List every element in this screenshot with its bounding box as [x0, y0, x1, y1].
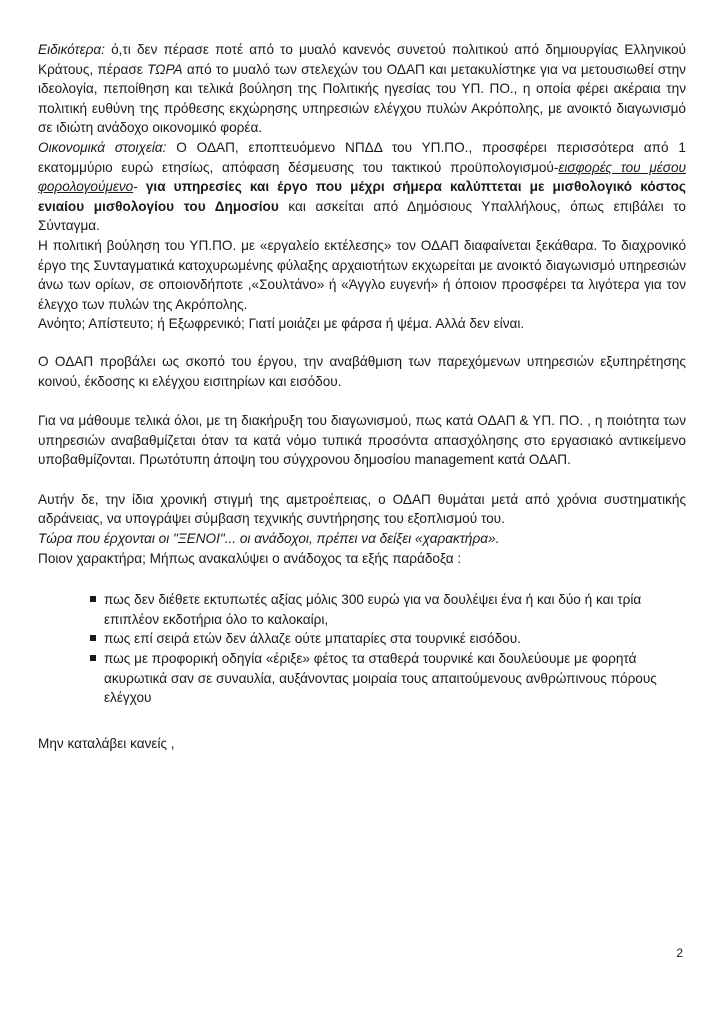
paragraph-quality: Για να μάθουμε τελικά όλοι, με τη διακήρυξη του διαγωνισμού, πως κατά ΟΔΑΠ & ΥΠ. ΠΟ. , η ποιότητα των υπηρεσιών αναβαθμίζεται όταν τα κατά νόμο τυπικά προσόντα απασχόλησης στο εργασιακό αντικείμενο υποβαθμίζονται. Πρωτότυπη άποψη του σύγχρονου δημοσίου management κατά ΟΔΑΠ. [38, 413, 686, 468]
text-fragment: ό,τι δεν πέρασε ποτέ από το μυαλό κανενός συνετού πολιτικού από δημιουργίας Ελληνικού Κράτους, πέρασε [38, 42, 686, 77]
page-number: 2 [676, 946, 683, 960]
paragraph-financial [38, 138, 686, 236]
document-body [38, 40, 686, 753]
paragraph-maintenance: Αυτήν δε, την ίδια χρονική στιγμή της αμετροέπειας, ο ΟΔΑΠ θυμάται μετά από χρόνια συστηματικής αδράνειας, να υπογράψει σύμβαση τεχνικής συντήρησης του εξοπλισμού του. [38, 491, 686, 527]
paradox-list [38, 590, 686, 708]
text-fragment: και ασκείται από Δημόσιους Υπαλλήλους, όπως επιβάλει το Σύνταγμα. [38, 198, 686, 234]
paragraph-goal: Ο ΟΔΑΠ προβάλει ως σκοπό του έργου, την αναβάθμιση των παρεχόμενων υπηρεσιών εξυπηρέτησης κοινού, έκδοσης κι ελέγχου εισιτηρίων και εισόδου. [38, 353, 686, 389]
text-fragment: - [133, 179, 146, 195]
list-item-text: πως με προφορική οδηγία «έριξε» φέτος τα σταθερά τουρνικέ και δουλεύουμε με φορητά ακυρωτικά σαν σε συναυλία, αυξάνοντας μοιραία τους απαιτούμενους ανθρώπινους πόρους ελέγχου [104, 651, 657, 706]
list-item-text: πως επί σειρά ετών δεν άλλαζε ούτε μπαταρίες στα τουρνικέ εισόδου. [104, 631, 521, 647]
paragraph-political-will: Η πολιτική βούληση του ΥΠ.ΠΟ. με «εργαλείο εκτέλεσης» τον ΟΔΑΠ διαφαίνεται ξεκάθαρα. Το διαχρονικό έργο της Συνταγματικά κατοχυρωμένης φύλαξης αρχαιοτήτων εκχωρείται με ανοικτό διαγωνισμό υπηρεσιών άνω των ορίων, σε οποιονδήποτε ,«Σουλτάνο» ή «Άγγλο ευγενή» ή όποιον προσφέρει τα λιγότερα για τον έλεγχο των πυλών της Ακρόπολης. [38, 237, 686, 312]
paragraph-which-character: Ποιον χαρακτήρα; Μήπως ανακαλύψει ο ανάδοχος τα εξής παράδοξα : [38, 550, 462, 566]
bullet-square-icon [90, 655, 96, 661]
list-item [38, 629, 686, 649]
paragraph-specifically [38, 40, 686, 138]
underlined-taxpayer: εισφορές του μέσου φορολογούμενο [38, 159, 686, 195]
bullet-square-icon [90, 596, 96, 602]
paragraph-absurd: Ανόητο; Απίστευτο; ή Εξωφρενικό; Γιατί μοιάζει με φάρσα ή ψέμα. Αλλά δεν είναι. [38, 316, 525, 332]
list-item-text: πως δεν διέθετε εκτυπωτές αξίας μόλις 300 ευρώ για να δουλέψει ένα ή και δύο ή και τρία επιπλέον εκδοτήρια όλο το καλοκαίρι, [104, 592, 642, 627]
bullet-square-icon [90, 635, 96, 641]
label-financial-data: Οικονομικά στοιχεία: [38, 139, 167, 155]
paragraph-foreigners: Τώρα που έρχονται οι "ΞΕΝΟΙ"... οι ανάδοχοι, πρέπει να δείξει «χαρακτήρα». [38, 531, 500, 547]
text-fragment: από το μυαλό των στελεχών του ΟΔΑΠ και μετακυλίστηκε για να μετουσιωθεί στην ιδεολογία, πεποίθηση και τελικά βούληση της Πολιτικής ηγεσίας του ΥΠ. ΠΟ., η οποία φέρει ακέραια την πολιτική ευθύνη της πρόθεσης εκχώρησης υπηρεσιών ελέγχου πυλών Ακρόπολης, με ανοικτό διαγωνισμό σε ιδιώτη ανάδοχο οικονομικό φορέα. [38, 61, 686, 136]
list-item [38, 590, 686, 629]
emphasis-now: ΤΩΡΑ [147, 61, 183, 77]
bold-statement: για υπηρεσίες και έργο που μέχρι σήμερα καλύπτεται με μισθολογικό κόστος ενιαίου μισθολογίου του Δημοσίου [38, 179, 686, 214]
label-specifically: Ειδικότερα: [38, 42, 105, 57]
list-item [38, 649, 686, 708]
paragraph-closing: Μην καταλάβει κανείς , [38, 735, 175, 751]
text-fragment: Ο ΟΔΑΠ, εποπτευόμενο ΝΠΔΔ του ΥΠ.ΠΟ., προσφέρει περισσότερα από 1 εκατομμύριο ευρώ ετησίως, απόφαση δέσμευσης του τακτικού προϋπολογισμού- [38, 139, 686, 175]
